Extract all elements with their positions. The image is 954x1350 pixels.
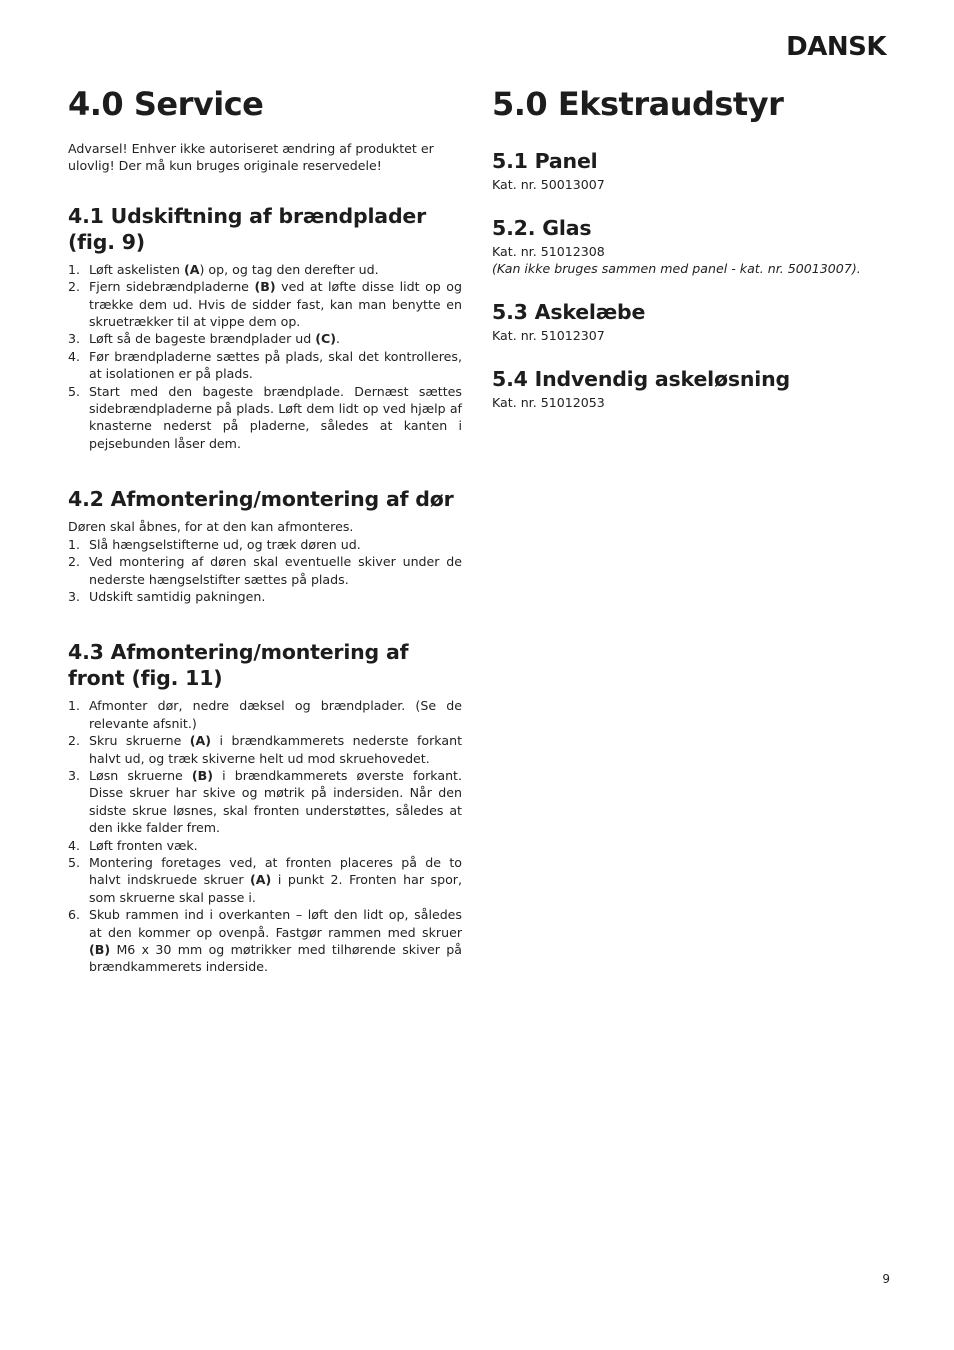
list-item-number: 3. — [68, 331, 81, 347]
list-item-text: M6 x 30 mm og møtrikker med tilhørende skiver på brændkammerets inderside. — [89, 942, 462, 975]
section-5-1-heading: 5.1 Panel — [492, 149, 598, 173]
list-item-text: i punkt 2. Fronten har spor, som skruerne skal passe i. — [89, 872, 462, 905]
list-item-number: 4. — [68, 837, 81, 853]
section-5-1 — [492, 148, 886, 193]
list-item — [68, 278, 462, 330]
list-item-number: 1. — [68, 698, 81, 714]
list-item-text: . — [336, 331, 341, 347]
list-item — [68, 553, 462, 588]
section-5-3 — [492, 299, 886, 344]
list-item — [68, 536, 462, 553]
list-4-3 — [68, 697, 462, 976]
list-item-text: Løft askelisten — [89, 261, 184, 277]
warning-text: Advarsel! Enhver ikke autoriseret ændring af produktet er ulovlig! Der må kun bruges originale reservedele! — [68, 141, 434, 174]
list-item — [68, 732, 462, 767]
list-4-1 — [68, 261, 462, 452]
list-item-text: Ved montering af døren skal eventuelle skiver under de nederste hængselstifter sættes på plads. — [89, 554, 462, 587]
catalog-number: Kat. nr. 50013007 — [492, 177, 605, 192]
list-item-text: ) op, og tag den derefter ud. — [199, 261, 379, 277]
part-reference: (C) — [315, 331, 336, 347]
part-reference: (B) — [254, 279, 276, 295]
section-5-2-heading: 5.2. Glas — [492, 216, 592, 240]
list-item-number: 2. — [68, 733, 81, 749]
language-label: DANSK — [786, 32, 886, 62]
list-item — [68, 330, 462, 347]
list-item-number: 1. — [68, 536, 81, 552]
list-item-text: Løft så de bageste brændplader ud — [89, 331, 316, 347]
list-item-number: 3. — [68, 767, 81, 783]
part-reference: (A — [183, 261, 200, 277]
section-4-1-heading: 4.1 Udskiftning af brændplader (fig. 9) — [68, 203, 427, 254]
list-item — [68, 767, 462, 837]
list-item — [68, 383, 462, 453]
list-item — [68, 348, 462, 383]
list-item — [68, 837, 462, 854]
list-item-text: Før brændpladerne sættes på plads, skal det kontrolleres, at isolationen er på plads. — [89, 348, 462, 382]
list-item-text: Start med den bageste brændplade. Dernæst sættes sidebrændpladerne på plads. Løft dem lidt op ved hjælp af knasterne nederst på pladerne, således at kanten i pejsebunden låser dem. — [89, 383, 462, 451]
list-item-text: Løft fronten væk. — [89, 837, 198, 853]
page-number: 9 — [882, 1272, 890, 1286]
list-item-number: 1. — [68, 261, 81, 277]
section-4-2-intro: Døren skal åbnes, for at den kan afmonteres. — [68, 519, 354, 535]
part-reference: (A) — [250, 872, 272, 888]
list-item — [68, 854, 462, 906]
list-item-text: Fjern sidebrændpladerne — [89, 279, 255, 295]
section-4-1 — [68, 203, 462, 452]
section-4-3-heading: 4.3 Afmontering/montering af front (fig. 11) — [68, 640, 409, 691]
accessories-title: 5.0 Ekstraudstyr — [492, 85, 784, 123]
list-item-number: 4. — [68, 348, 81, 364]
list-item — [68, 697, 462, 732]
section-5-4-heading: 5.4 Indvendig askeløsning — [492, 367, 790, 391]
list-item-number: 2. — [68, 554, 81, 570]
list-item — [68, 906, 462, 976]
service-title: 4.0 Service — [68, 85, 264, 123]
catalog-number: Kat. nr. 51012307 — [492, 328, 605, 343]
list-item-number: 3. — [68, 588, 81, 604]
list-item-number: 6. — [68, 907, 81, 923]
list-item-text: ved at løfte disse lidt op og trække dem ud. Hvis de sidder fast, kan man benytte en skruetrækker til at vippe dem op. — [89, 279, 463, 330]
section-4-2-heading: 4.2 Afmontering/montering af dør — [68, 487, 454, 512]
section-5-3-heading: 5.3 Askelæbe — [492, 300, 646, 324]
section-5-2 — [492, 215, 886, 277]
list-item-text: Udskift samtidig pakningen. — [89, 588, 266, 604]
list-4-2 — [68, 536, 462, 606]
list-item-number: 5. — [68, 854, 81, 870]
list-item-number: 5. — [68, 383, 81, 399]
list-item-number: 2. — [68, 279, 81, 295]
compatibility-note: (Kan ikke bruges sammen med panel - kat. nr. 50013007). — [492, 261, 861, 276]
list-item-text: Løsn skruerne — [89, 767, 192, 783]
list-item-text: i brændkammerets nederste forkant halvt ud, og træk skiverne helt ud mod skruehovedet. — [89, 733, 463, 766]
section-4-3 — [68, 639, 462, 976]
left-column — [68, 84, 462, 1010]
part-reference: (A) — [189, 733, 212, 749]
part-reference: (B) — [191, 767, 214, 783]
list-item-text: Afmonter dør, nedre dæksel og brændplader. (Se de relevante afsnit.) — [89, 698, 462, 731]
section-4-2 — [68, 486, 462, 605]
catalog-number: Kat. nr. 51012053 — [492, 395, 605, 410]
part-reference: (B) — [89, 942, 111, 957]
list-item-text: Montering foretages ved, at fronten placeres på de to halvt indskruede skruer — [89, 854, 462, 888]
list-item — [68, 588, 462, 605]
right-column — [492, 84, 886, 433]
catalog-number: Kat. nr. 51012308 — [492, 244, 605, 259]
list-item — [68, 261, 462, 278]
list-item-text: Slå hængselstifterne ud, og træk døren ud. — [89, 536, 361, 552]
section-5-4 — [492, 366, 886, 411]
list-item-text: i brændkammerets øverste forkant. Disse skruer har skive og møtrik på indersiden. Når den sidste skrue løsnes, skal fronten understøttes, således at den ikke falder frem. — [89, 767, 462, 836]
list-item-text: Skub rammen ind i overkanten – løft den lidt op, således at den kommer op ovenpå. Fastgør rammen med skruer — [89, 907, 462, 940]
list-item-text: Skru skruerne — [89, 733, 190, 749]
